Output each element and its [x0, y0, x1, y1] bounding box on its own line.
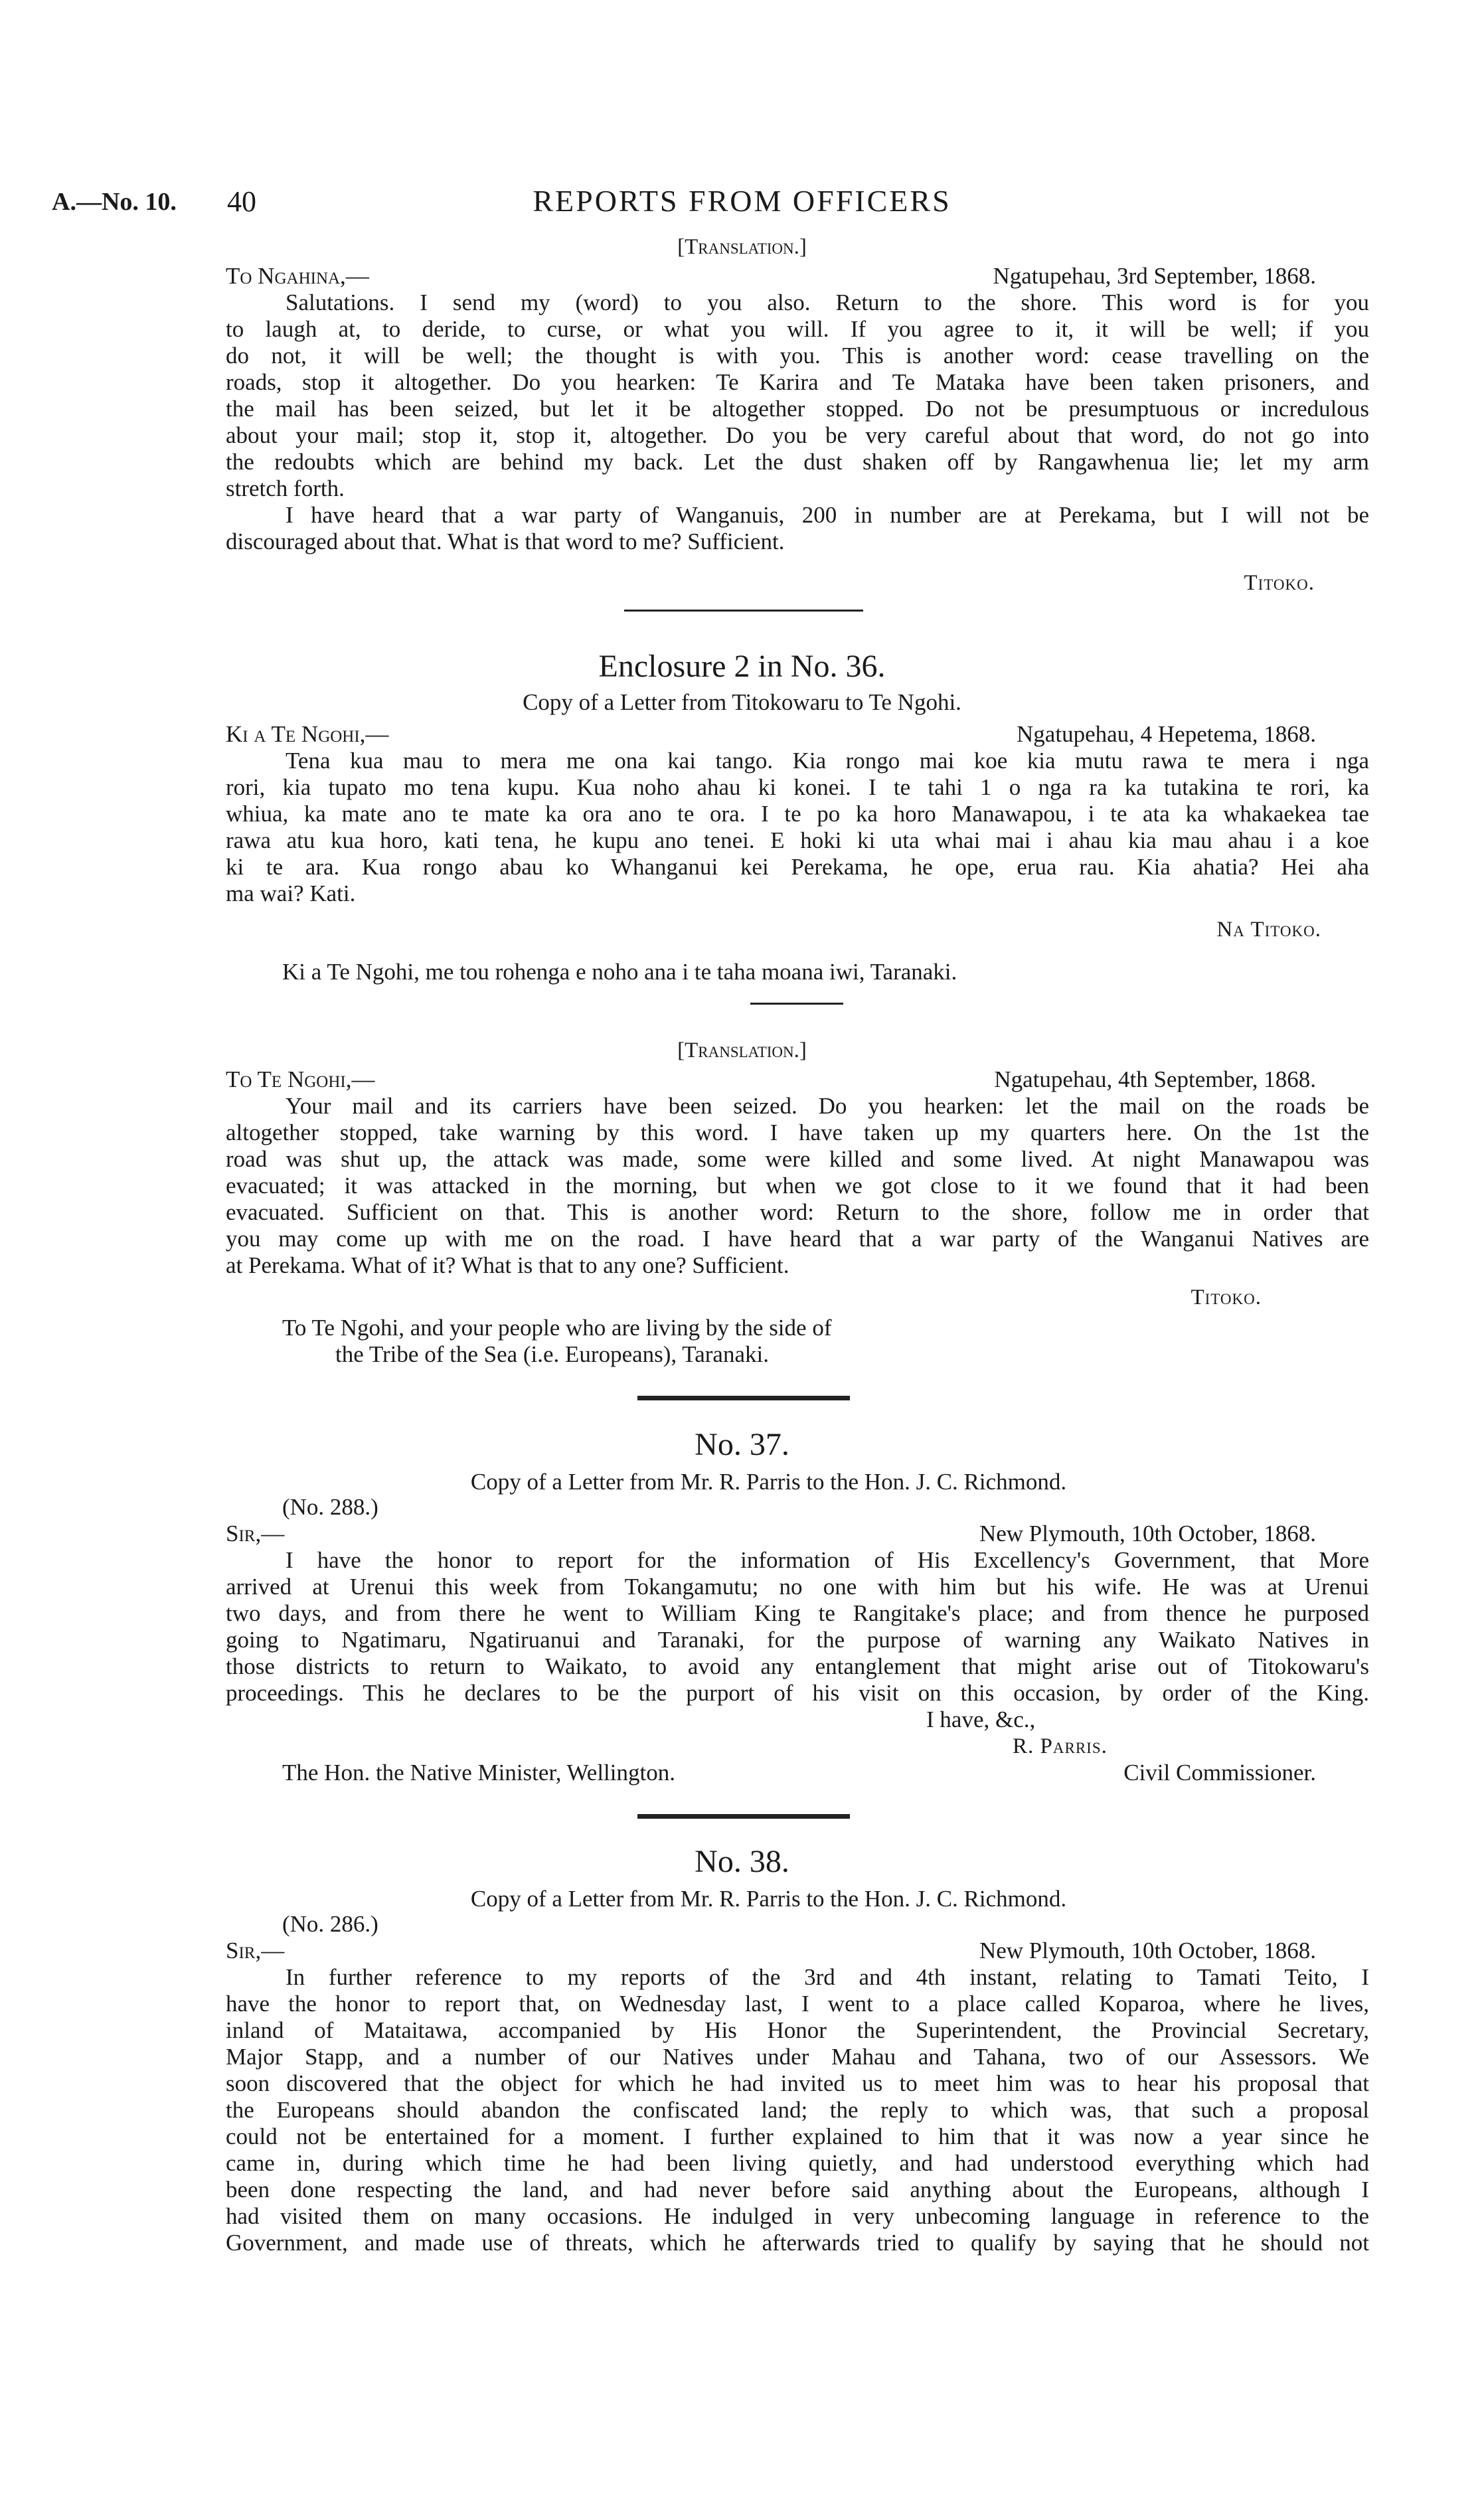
body-line: soon discovered that the object for which he had invited us to meet him was to hear his proposal that [226, 2070, 1369, 2096]
body-line: I have heard that a war party of Wanganuis, 200 in number are at Perekama, but I will not be [286, 502, 1369, 528]
letter1-heading-row [226, 263, 1369, 290]
letter2-signature: Titoko. [1191, 1286, 1262, 1309]
body-line: discouraged about that. What is that word to me? Sufficient. [226, 529, 785, 554]
body-line: the mail has been seized, but let it be altogether stopped. Do not be presumptuous or incredulous [226, 396, 1369, 422]
no38-body [226, 1964, 1369, 2256]
body-line: Your mail and its carriers have been seized. Do you hearken: let the mail on the roads be [286, 1093, 1369, 1119]
no37-addressee-footer: The Hon. the Native Minister, Wellington. [282, 1760, 675, 1786]
body-line: been done respecting the land, and had never before said anything about the Europeans, although I [226, 2177, 1369, 2203]
letter2-addressee: To Te Ngohi,— [226, 1066, 375, 1092]
no37-subheading: Copy of a Letter from Mr. R. Parris to the Hon. J. C. Richmond. [470, 1469, 1067, 1495]
no38-place-date: New Plymouth, 10th October, 1868. [979, 1938, 1316, 1963]
letter2-footer-line1: To Te Ngohi, and your people who are living by the side of [282, 1315, 832, 1341]
body-line: roads, stop it altogether. Do you hearken: Te Karira and Te Mataka have been taken prisoners, and [226, 369, 1369, 395]
body-line: whiua, ka mate ano te mate ka ora ano te ora. I te po ka horo Manawapou, i te ata ka whakaekea tae [226, 801, 1369, 827]
body-line: the redoubts which are behind my back. Let the dust shaken off by Rangawhenua lie; let my arm [226, 449, 1369, 475]
body-line: Government, and made use of threats, which he afterwards tried to qualify by saying that he should not [226, 2230, 1369, 2256]
no37-body [226, 1547, 1369, 1706]
body-line: had visited them on many occasions. He indulged in very unbecoming language in reference to the [226, 2203, 1369, 2229]
body-line: to laugh at, to deride, to curse, or what you will. If you agree to it, it will be well; if you [226, 316, 1369, 342]
body-line: proceedings. This he declares to be the purport of his visit on this occasion, by order of the King. [226, 1680, 1369, 1706]
letter2-heading-row [226, 1066, 1369, 1093]
enclosure-place-date: Ngatupehau, 4 Hepetema, 1868. [1017, 721, 1316, 747]
letter2-body [226, 1093, 1369, 1279]
body-line: stretch forth. [226, 475, 345, 501]
no37-title-footer: Civil Commissioner. [1123, 1760, 1316, 1786]
body-line: at Perekama. What of it? What is that to any one? Sufficient. [226, 1252, 789, 1278]
letter2-footer-line2 [335, 1341, 769, 1368]
body-line: inland of Mataitawa, accompanied by His Honor the Superintendent, the Provincial Secretary, [226, 2017, 1369, 2043]
enclosure-footer: Ki a Te Ngohi, me tou rohenga e noho ana i te taha moana iwi, Taranaki. [282, 959, 957, 985]
running-title: REPORTS FROM OFFICERS [533, 184, 951, 218]
body-line: rori, kia tupato mo tena kupu. Kua noho ahau ki konei. I te tahi 1 o nga ra ka tutakina te rori, ka [226, 774, 1369, 800]
body-line: going to Ngatimaru, Ngatiruanui and Taranaki, for the purpose of warning any Waikato Natives in [226, 1627, 1369, 1653]
section-divider [750, 1003, 843, 1005]
body-line: have the honor to report that, on Wednesday last, I went to a place called Koparoa, where he lives, [226, 1991, 1369, 2017]
body-line: about your mail; stop it, stop it, altogether. Do you be very careful about that word, do not go into [226, 422, 1369, 448]
body-line: you may come up with me on the road. I have heard that a war party of the Wanganui Natives are [226, 1226, 1369, 1252]
letter1-body [226, 290, 1369, 555]
section-divider-thick [637, 1396, 850, 1400]
page-number: 40 [227, 185, 256, 218]
no38-heading: No. 38. [695, 1844, 789, 1879]
no37-heading: No. 37. [695, 1427, 789, 1462]
no37-salutation-row [226, 1521, 1369, 1547]
enclosure-heading-row [226, 721, 1369, 748]
body-line: do not, it will be well; the thought is with you. This is another word: cease travelling on the [226, 343, 1369, 369]
body-line: ma wai? Kati. [226, 880, 356, 906]
section-divider [624, 610, 863, 612]
no38-ref: (No. 286.) [282, 1911, 378, 1937]
no38-salutation-row [226, 1938, 1369, 1964]
body-line: evacuated. Sufficient on that. This is another word: Return to the shore, follow me in order that [226, 1199, 1369, 1225]
body-line: I have the honor to report for the information of His Excellency's Government, that More [286, 1547, 1369, 1573]
body-line: Tena kua mau to mera me ona kai tango. Kia rongo mai koe kia mutu rawa te mera i nga [286, 748, 1369, 774]
enclosure-signature: Na Titoko. [1216, 918, 1321, 942]
body-line: Major Stapp, and a number of our Natives under Mahau and Tahana, two of our Assessors. We [226, 2044, 1369, 2070]
body-line: two days, and from there he went to William King te Rangitake's place; and from thence he purposed [226, 1600, 1369, 1626]
body-line: In further reference to my reports of the 3rd and 4th instant, relating to Tamati Teito, I [286, 1964, 1369, 1990]
letter1-place-date: Ngatupehau, 3rd September, 1868. [993, 263, 1316, 289]
no37-signature: R. Parris. [1013, 1734, 1108, 1758]
no37-closing: I have, &c., [926, 1706, 1036, 1732]
body-line: came in, during which time he had been living quietly, and had understood everything which had [226, 2150, 1369, 2176]
letter2-place-date: Ngatupehau, 4th September, 1868. [994, 1066, 1316, 1092]
body-line: Salutations. I send my (word) to you also. Return to the shore. This word is for you [286, 290, 1369, 315]
body-line: arrived at Urenui this week from Tokangamutu; no one with him but his wife. He was at Urenui [226, 1574, 1369, 1600]
body-line: could not be entertained for a moment. I further explained to him that it was now a year since he [226, 2123, 1369, 2149]
no38-subheading: Copy of a Letter from Mr. R. Parris to the Hon. J. C. Richmond. [470, 1886, 1067, 1912]
body-line: rawa atu kua horo, kati tena, he kupu ano tenei. E hoki ki uta whai mai i ahau kia mau ahau i a koe [226, 827, 1369, 853]
translation-label-1: [Translation.] [677, 235, 807, 259]
no37-place-date: New Plymouth, 10th October, 1868. [979, 1521, 1316, 1546]
section-divider-thick [637, 1814, 850, 1819]
translation-label-2: [Translation.] [677, 1039, 807, 1062]
body-line: those districts to return to Waikato, to avoid any entanglement that might arise out of Titokowaru's [226, 1653, 1369, 1679]
series-number: A.—No. 10. [52, 188, 177, 216]
body-line: road was shut up, the attack was made, some were killed and some lived. At night Manawapou was [226, 1146, 1369, 1172]
no38-salutation: Sir,— [226, 1938, 285, 1963]
letter1-addressee: To Ngahina,— [226, 263, 369, 289]
body-line: the Europeans should abandon the confiscated land; the reply to which was, that such a proposal [226, 2097, 1369, 2123]
enclosure-subheading: Copy of a Letter from Titokowaru to Te Ngohi. [523, 689, 961, 715]
no37-salutation: Sir,— [226, 1521, 285, 1546]
body-line: ki te ara. Kua rongo abau ko Whanganui kei Perekama, he ope, erua rau. Kia ahatia? Hei aha [226, 854, 1369, 880]
body-line: altogether stopped, take warning by this word. I have taken up my quarters here. On the 1st the [226, 1120, 1369, 1145]
enclosure-body [226, 748, 1369, 907]
letter1-signature: Titoko. [1244, 571, 1315, 595]
enclosure-addressee: Ki a Te Ngohi,— [226, 721, 389, 747]
no37-footer-row [226, 1760, 1369, 1786]
no37-ref: (No. 288.) [282, 1494, 378, 1520]
enclosure-heading: Enclosure 2 in No. 36. [598, 649, 886, 684]
body-line: evacuated; it was attacked in the morning, but when we got close to it we found that it had been [226, 1173, 1369, 1199]
letter2-footer-text: the Tribe of the Sea (i.e. Europeans), Taranaki. [335, 1341, 769, 1367]
